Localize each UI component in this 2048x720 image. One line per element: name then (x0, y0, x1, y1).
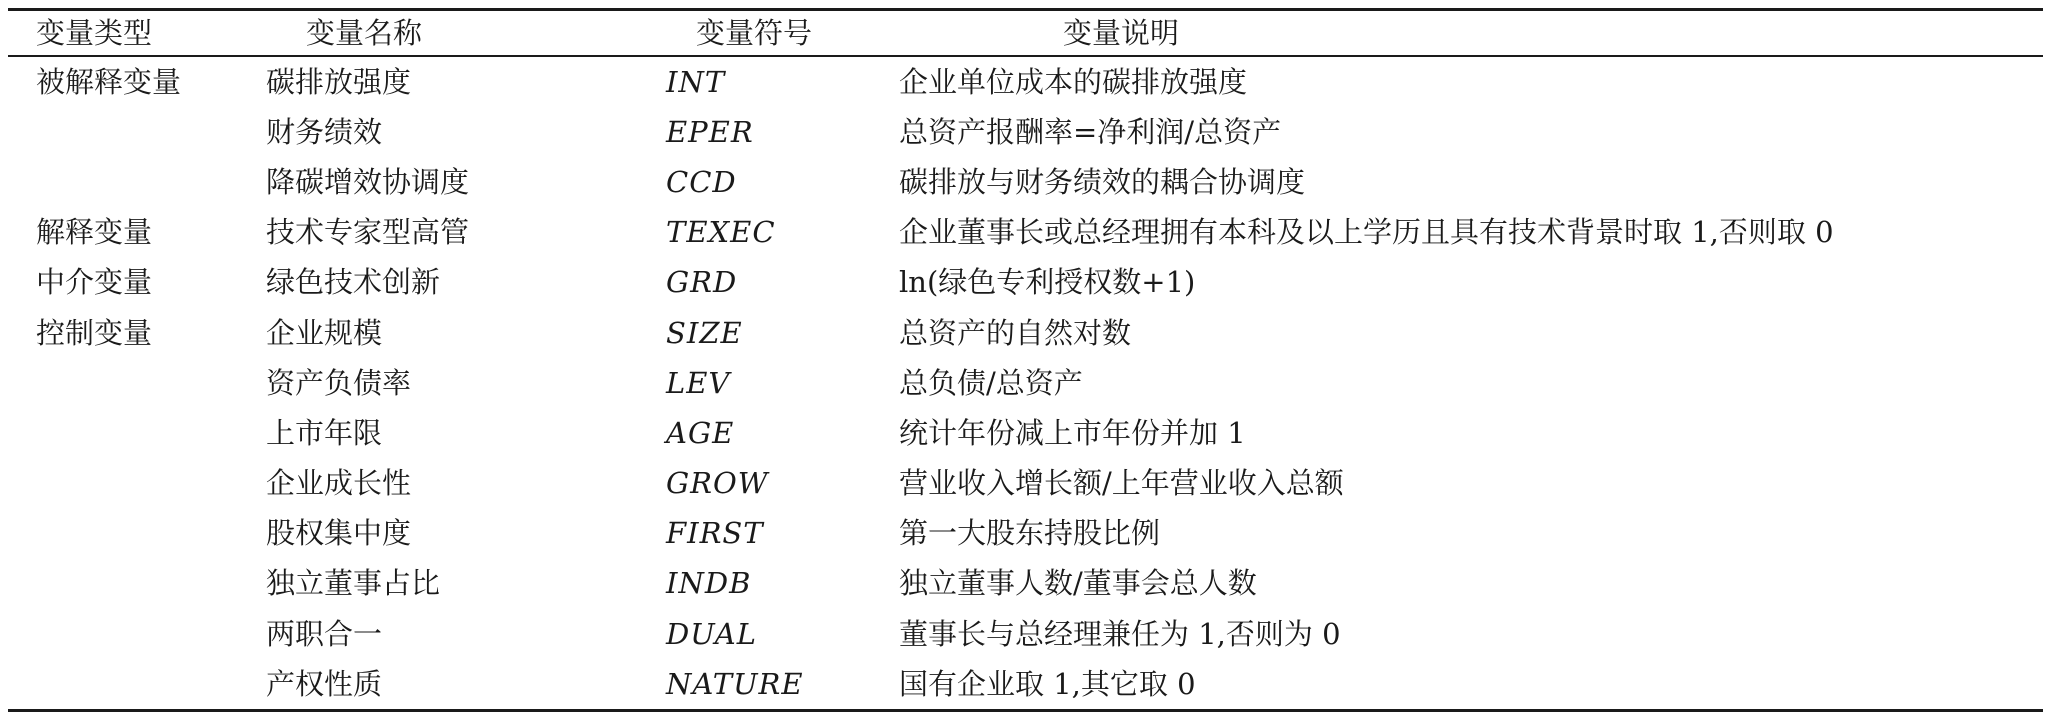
table-header (8, 11, 2043, 55)
cell-variable-name: 股权集中度 (266, 516, 412, 551)
cell-variable-type (8, 659, 266, 709)
table-row (8, 358, 2043, 408)
cell-variable-symbol: GRD (666, 265, 738, 300)
cell-variable-symbol: LEV (666, 365, 731, 400)
cell-variable-description: 第一大股东持股比例 (899, 516, 1161, 551)
cell-variable-name: 企业成长性 (266, 466, 412, 501)
cell-variable-description: ln(绿色专利授权数+1) (899, 265, 1196, 300)
table-row (8, 509, 2043, 559)
variable-table-grid (8, 11, 2043, 55)
table-row (8, 559, 2043, 609)
cell-variable-description: 国有企业取 1,其它取 0 (899, 666, 1196, 701)
table-row (8, 308, 2043, 358)
cell-variable-type (8, 408, 266, 458)
cell-variable-name: 两职合一 (266, 616, 383, 651)
table-row (8, 609, 2043, 659)
header-row (8, 11, 2043, 55)
cell-variable-type: 中介变量 (36, 265, 153, 300)
variable-table (8, 8, 2043, 712)
cell-variable-name: 独立董事占比 (266, 566, 441, 601)
table-row (8, 57, 2043, 107)
cell-variable-description: 统计年份减上市年份并加 1 (899, 415, 1246, 450)
cell-variable-symbol: EPER (666, 114, 754, 149)
cell-variable-symbol: DUAL (666, 616, 757, 651)
cell-variable-type (8, 459, 266, 509)
cell-variable-name: 产权性质 (266, 666, 383, 701)
table-row (8, 208, 2043, 258)
cell-variable-name: 技术专家型高管 (266, 215, 470, 250)
cell-variable-name: 降碳增效协调度 (266, 164, 470, 199)
cell-variable-name: 上市年限 (266, 415, 383, 450)
cell-variable-type: 解释变量 (36, 215, 153, 250)
table-row (8, 659, 2043, 709)
cell-variable-symbol: FIRST (666, 516, 764, 551)
cell-variable-type (8, 157, 266, 207)
variable-table-body (8, 57, 2043, 709)
cell-variable-type: 控制变量 (36, 315, 153, 350)
cell-variable-name: 企业规模 (266, 315, 383, 350)
cell-variable-description: 企业董事长或总经理拥有本科及以上学历且具有技术背景时取 1,否则取 0 (899, 215, 1834, 250)
cell-variable-name: 财务绩效 (266, 114, 383, 149)
cell-variable-symbol: GROW (666, 466, 769, 501)
cell-variable-symbol: TEXEC (666, 215, 776, 250)
cell-variable-symbol: NATURE (666, 666, 804, 701)
cell-variable-description: 总资产报酬率=净利润/总资产 (899, 114, 1282, 149)
table-row (8, 258, 2043, 308)
cell-variable-description: 碳排放与财务绩效的耦合协调度 (899, 164, 1306, 199)
header-variable-description: 变量说明 (1063, 15, 1180, 50)
table-row (8, 107, 2043, 157)
cell-variable-symbol: AGE (666, 415, 735, 450)
cell-variable-symbol: INT (666, 64, 726, 99)
cell-variable-type: 被解释变量 (36, 64, 182, 99)
table-row (8, 157, 2043, 207)
cell-variable-type (8, 609, 266, 659)
cell-variable-name: 资产负债率 (266, 365, 412, 400)
cell-variable-symbol: SIZE (666, 315, 743, 350)
cell-variable-description: 营业收入增长额/上年营业收入总额 (899, 466, 1344, 501)
table-row (8, 408, 2043, 458)
table-row (8, 459, 2043, 509)
cell-variable-type (8, 358, 266, 408)
cell-variable-type (8, 509, 266, 559)
cell-variable-name: 碳排放强度 (266, 64, 412, 99)
cell-variable-name: 绿色技术创新 (266, 265, 441, 300)
cell-variable-type (8, 107, 266, 157)
header-variable-symbol: 变量符号 (696, 15, 813, 50)
header-variable-type: 变量类型 (36, 15, 153, 50)
cell-variable-description: 企业单位成本的碳排放强度 (899, 64, 1248, 99)
cell-variable-symbol: CCD (666, 164, 737, 199)
cell-variable-description: 董事长与总经理兼任为 1,否则为 0 (899, 616, 1341, 651)
table-body (8, 57, 2043, 709)
header-variable-name: 变量名称 (306, 15, 423, 50)
bottom-rule (8, 709, 2043, 712)
cell-variable-type (8, 559, 266, 609)
cell-variable-symbol: INDB (666, 566, 752, 601)
cell-variable-description: 总负债/总资产 (899, 365, 1083, 400)
cell-variable-description: 独立董事人数/董事会总人数 (899, 566, 1257, 601)
cell-variable-description: 总资产的自然对数 (899, 315, 1132, 350)
